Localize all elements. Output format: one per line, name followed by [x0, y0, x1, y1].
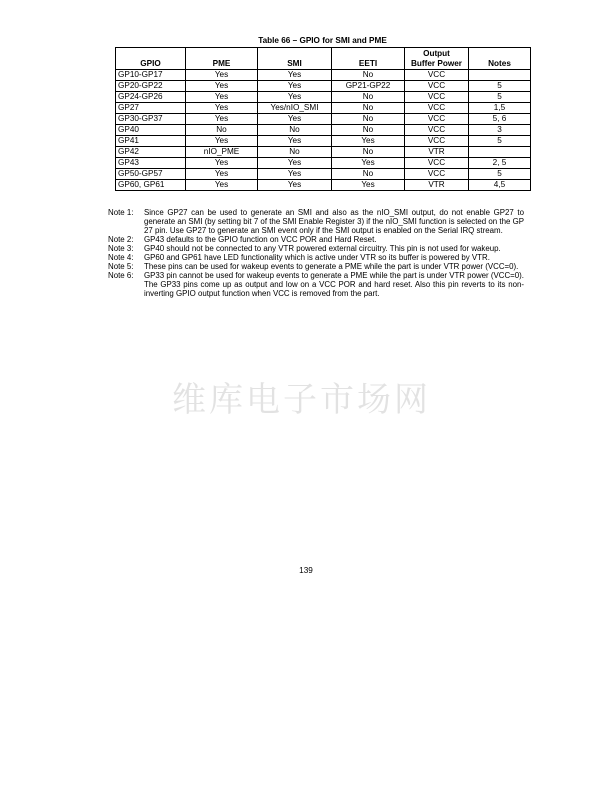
note-label: Note 4: — [108, 253, 134, 262]
table-row — [116, 125, 531, 136]
table-row — [116, 158, 531, 169]
cell-pme: Yes — [186, 114, 258, 125]
cell-smi: No — [258, 125, 332, 136]
note-text: GP40 should not be connected to any VTR powered external circuitry. This pin is not used for wakeup. — [144, 244, 501, 253]
watermark: 维库电子市场网 — [172, 380, 431, 420]
cell-notes: 2, 5 — [469, 158, 531, 169]
cell-notes: 5, 6 — [469, 114, 531, 125]
cell-output-buffer-power: VCC — [405, 70, 469, 81]
cell-eeti: GP21-GP22 — [332, 81, 405, 92]
gpio-table — [115, 47, 531, 191]
cell-smi: Yes — [258, 70, 332, 81]
header-pme: PME — [186, 48, 258, 70]
cell-gpio: GP60, GP61 — [116, 180, 186, 191]
cell-gpio: GP42 — [116, 147, 186, 158]
cell-eeti: Yes — [332, 180, 405, 191]
cell-notes: 1,5 — [469, 103, 531, 114]
cell-smi: Yes — [258, 81, 332, 92]
cell-output-buffer-power: VCC — [405, 81, 469, 92]
table-row — [116, 136, 531, 147]
cell-notes: 4,5 — [469, 180, 531, 191]
cell-pme: Yes — [186, 103, 258, 114]
cell-gpio: GP43 — [116, 158, 186, 169]
header-output-buffer-power — [405, 48, 469, 70]
note-item — [108, 253, 524, 262]
cell-pme: Yes — [186, 169, 258, 180]
cell-notes: 5 — [469, 136, 531, 147]
table-row — [116, 92, 531, 103]
cell-eeti: No — [332, 70, 405, 81]
note-label: Note 3: — [108, 244, 134, 253]
page-number: 139 — [299, 566, 313, 575]
table-row — [116, 81, 531, 92]
cell-eeti: No — [332, 114, 405, 125]
cell-output-buffer-power: VCC — [405, 136, 469, 147]
cell-smi: Yes — [258, 158, 332, 169]
cell-pme: nIO_PME — [186, 147, 258, 158]
note-label: Note 1: — [108, 208, 134, 217]
header-smi: SMI — [258, 48, 332, 70]
cell-eeti: No — [332, 103, 405, 114]
cell-pme: Yes — [186, 136, 258, 147]
note-text: Since GP27 can be used to generate an SMI and also as the nIO_SMI output, do not enable GP27 to generate an SMI (by setting bit 7 of the SMI Enable Register 3) if the nIO_SMI function is selected on the GP 27 pin. Use GP27 to generate an SMI event only if the SMI output is enabled on the Serial IRQ stream. — [144, 208, 524, 235]
note-text: GP60 and GP61 have LED functionality which is active under VTR so its buffer is powered by VTR. — [144, 253, 490, 262]
cell-eeti: No — [332, 169, 405, 180]
table-row — [116, 103, 531, 114]
cell-pme: Yes — [186, 92, 258, 103]
note-item — [108, 244, 524, 253]
note-item — [108, 271, 524, 298]
cell-output-buffer-power: VCC — [405, 114, 469, 125]
cell-smi: No — [258, 147, 332, 158]
note-label: Note 6: — [108, 271, 134, 280]
header-output-line1: Output — [423, 49, 450, 58]
table-row — [116, 70, 531, 81]
cell-pme: No — [186, 125, 258, 136]
cell-smi: Yes — [258, 136, 332, 147]
cell-pme: Yes — [186, 70, 258, 81]
cell-notes: 5 — [469, 169, 531, 180]
cell-output-buffer-power: VCC — [405, 125, 469, 136]
cell-notes: 5 — [469, 92, 531, 103]
cell-smi: Yes — [258, 92, 332, 103]
header-eeti: EETI — [332, 48, 405, 70]
header-output-line2: Buffer Power — [411, 59, 462, 68]
cell-eeti: Yes — [332, 158, 405, 169]
header-gpio: GPIO — [116, 48, 186, 70]
notes-section — [108, 208, 524, 298]
cell-gpio: GP30-GP37 — [116, 114, 186, 125]
table-row — [116, 180, 531, 191]
cell-notes: 3 — [469, 125, 531, 136]
cell-notes — [469, 70, 531, 81]
cell-smi: Yes — [258, 114, 332, 125]
cell-notes — [469, 147, 531, 158]
cell-eeti: No — [332, 147, 405, 158]
cell-gpio: GP10-GP17 — [116, 70, 186, 81]
cell-gpio: GP40 — [116, 125, 186, 136]
cell-smi: Yes — [258, 169, 332, 180]
cell-output-buffer-power: VCC — [405, 103, 469, 114]
table-row — [116, 114, 531, 125]
cell-output-buffer-power: VCC — [405, 169, 469, 180]
cell-output-buffer-power: VTR — [405, 180, 469, 191]
cell-pme: Yes — [186, 81, 258, 92]
note-label: Note 5: — [108, 262, 134, 271]
cell-output-buffer-power: VCC — [405, 92, 469, 103]
table-title: Table 66 – GPIO for SMI and PME — [258, 36, 387, 45]
cell-gpio: GP24-GP26 — [116, 92, 186, 103]
table-row — [116, 147, 531, 158]
cell-eeti: No — [332, 92, 405, 103]
cell-gpio: GP50-GP57 — [116, 169, 186, 180]
cell-eeti: No — [332, 125, 405, 136]
cell-output-buffer-power: VTR — [405, 147, 469, 158]
note-text: These pins can be used for wakeup events to generate a PME while the part is under VTR power (VCC=0). — [144, 262, 519, 271]
cell-gpio: GP20-GP22 — [116, 81, 186, 92]
note-item — [108, 208, 524, 235]
cell-smi: Yes — [258, 180, 332, 191]
cell-pme: Yes — [186, 158, 258, 169]
note-text: GP33 pin cannot be used for wakeup events to generate a PME while the part is under VTR power (VCC=0). The GP33 pins come up as output and low on a VCC POR and hard reset. Also this pin reverts to its non-inverting GPIO output function when VCC is removed from the part. — [144, 271, 524, 298]
cell-pme: Yes — [186, 180, 258, 191]
cell-output-buffer-power: VCC — [405, 158, 469, 169]
note-item — [108, 235, 524, 244]
cell-smi: Yes/nIO_SMI — [258, 103, 332, 114]
cell-gpio: GP41 — [116, 136, 186, 147]
cell-gpio: GP27 — [116, 103, 186, 114]
table-header-row — [116, 48, 531, 70]
cell-notes: 5 — [469, 81, 531, 92]
table-row — [116, 169, 531, 180]
header-notes: Notes — [469, 48, 531, 70]
note-text: GP43 defaults to the GPIO function on VCC POR and Hard Reset. — [144, 235, 377, 244]
cell-eeti: Yes — [332, 136, 405, 147]
note-label: Note 2: — [108, 235, 134, 244]
note-item — [108, 262, 524, 271]
